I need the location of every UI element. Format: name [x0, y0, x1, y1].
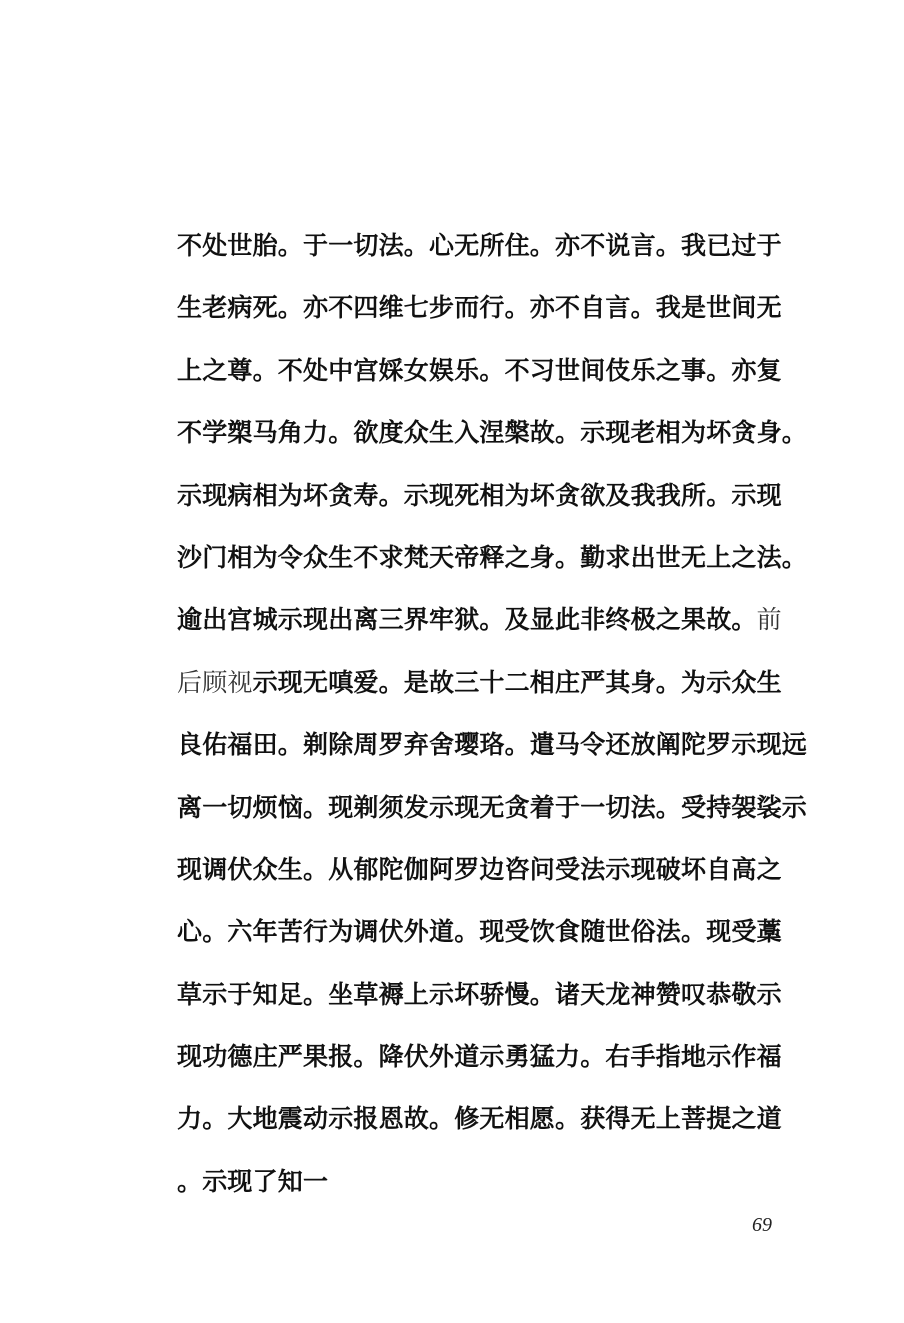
line-text: 现调伏众生。从郁陀伽阿罗边咨问受法示现破坏自高之: [177, 854, 782, 884]
text-line: [177, 1157, 787, 1219]
text-line: [177, 533, 808, 595]
text-line: [177, 1032, 787, 1094]
line-text: 不学槊马角力。欲度众生入涅槃故。示现老相为坏贪身。: [177, 418, 808, 448]
text-line: [177, 471, 787, 533]
line-text: 现功德庄严果报。降伏外道示勇猛力。右手指地示作福: [177, 1042, 782, 1072]
text-line: [177, 221, 787, 283]
text-line: [177, 408, 808, 470]
line-text: 力。大地震动示报恩故。修无相愿。获得无上菩提之道: [177, 1104, 782, 1134]
line-text: 良佑福田。剃除周罗弃舍璎珞。遣马令还放阐陀罗示现远: [177, 730, 808, 760]
line-text: 逾出宫城示现出离三界牢狱。及显此非终极之果故。: [177, 605, 757, 635]
text-line: [177, 720, 808, 782]
text-line: [177, 595, 787, 657]
line-text: 离一切烦恼。现剃须发示现无贪着于一切法。受持袈裟示: [177, 792, 808, 822]
line-text: 示现病相为坏贪寿。示现死相为坏贪欲及我我所。示现: [177, 480, 782, 510]
text-line: [177, 1094, 787, 1156]
text-line: [177, 907, 787, 969]
line-text-light: 后顾视: [177, 667, 253, 697]
line-text: 不处世胎。于一切法。心无所住。亦不说言。我已过于: [177, 231, 782, 260]
text-line: [177, 783, 808, 845]
line-text: 沙门相为令众生不求梵天帝释之身。勤求出世无上之法。: [177, 542, 808, 572]
text-line: [177, 970, 787, 1032]
text-line: [177, 658, 787, 720]
line-text: 草示于知足。坐草褥上示坏骄慢。诸天龙神赞叹恭敬示: [177, 979, 782, 1009]
line-text: 心。六年苦行为调伏外道。现受饮食随世俗法。现受藁: [177, 917, 782, 947]
line-text-light: 前: [756, 605, 782, 635]
line-text: 生老病死。亦不四维七步而行。亦不自言。我是世间无: [177, 293, 782, 323]
text-line: [177, 845, 787, 907]
line-text: 。示现了知一: [177, 1166, 329, 1196]
page-number: 69: [752, 1214, 772, 1236]
text-line: [177, 283, 787, 345]
body-text: [177, 221, 808, 1219]
line-text: 上之尊。不处中宫婇女娱乐。不习世间伎乐之事。亦复: [177, 355, 782, 385]
line-text: 示现无嗔爱。是故三十二相庄严其身。为示众生: [252, 667, 782, 697]
text-line: [177, 346, 787, 408]
